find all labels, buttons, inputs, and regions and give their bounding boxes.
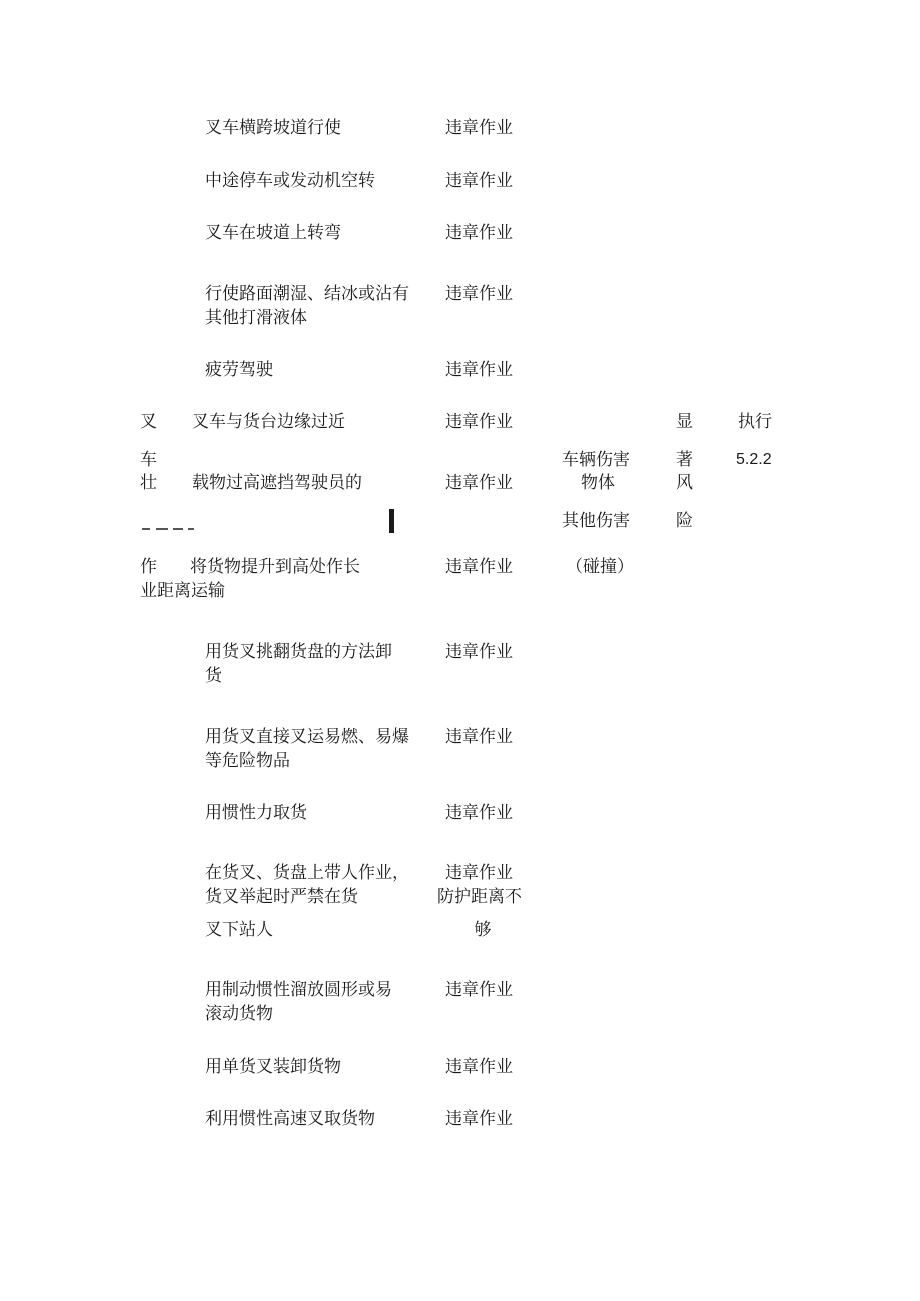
cause-cell: 违章作业: [445, 360, 513, 380]
risk-level-char: 风: [676, 473, 693, 493]
consequence-line: （碰撞）: [566, 557, 634, 577]
cause-cell: 违章作业: [445, 284, 513, 304]
risk-level-char: 著: [676, 450, 693, 470]
consequence-line: 其他伤害: [562, 511, 630, 531]
cause-cell: 违章作业: [445, 412, 513, 432]
cropped-text-fragment: [142, 528, 196, 534]
hazard-item: 叉车在坡道上转弯: [205, 223, 341, 243]
category-char: 车: [140, 450, 157, 470]
cause-cell: 违章作业: [445, 642, 513, 662]
cause-cell: 违章作业: [445, 171, 513, 191]
hazard-item: 用货叉挑翻货盘的方法卸货: [205, 642, 392, 686]
category-char: 作: [140, 557, 157, 577]
hazard-item: 在货叉、货盘上带人作业，货叉举起时严禁在货: [205, 863, 409, 907]
risk-level-char: 险: [676, 511, 693, 531]
category-char: 叉: [140, 412, 157, 432]
consequence-line: 物体: [581, 473, 615, 493]
hazard-item: 用单货叉装卸货物: [205, 1057, 341, 1077]
measure-clause: 5.2.2: [736, 451, 772, 468]
cause-cell-continuation: 够: [474, 920, 492, 940]
cause-cell-secondary: 防护距离不: [437, 887, 522, 907]
cause-cell: 违章作业: [445, 223, 513, 243]
hazard-item: 利用惯性高速叉取货物: [205, 1109, 375, 1129]
hazard-item: 用货叉直接叉运易燃、易爆等危险物品: [205, 727, 409, 771]
cause-cell: 违章作业: [445, 863, 513, 883]
hazard-item: 疲劳驾驶: [205, 360, 273, 380]
measure-label: 执行: [738, 412, 772, 432]
cause-cell: 违章作业: [445, 727, 513, 747]
hazard-item: 叉车横跨坡道行使: [205, 118, 341, 138]
cause-cell: 违章作业: [445, 118, 513, 138]
hazard-item: 中途停车或发动机空转: [205, 171, 375, 191]
cause-cell: 违章作业: [445, 1109, 513, 1129]
cause-cell: 违章作业: [445, 1057, 513, 1077]
vertical-bar-mark: [389, 509, 394, 533]
hazard-item-continuation: 业距离运输: [140, 581, 225, 601]
hazard-item: 将货物提升到高处作长: [190, 557, 360, 577]
risk-level-char: 显: [676, 412, 693, 432]
hazard-item: 叉车与货台边缘过近: [192, 412, 345, 432]
hazard-item: 载物过高遮挡驾驶员的: [192, 473, 362, 493]
cause-cell: 违章作业: [445, 473, 513, 493]
hazard-item: 行使路面潮湿、结冰或沾有其他打滑液体: [205, 284, 409, 328]
hazard-item-continuation: 叉下站人: [205, 920, 273, 940]
cause-cell: 违章作业: [445, 980, 513, 1000]
cause-cell: 违章作业: [445, 557, 513, 577]
hazard-item: 用惯性力取货: [205, 803, 307, 823]
hazard-item: 用制动惯性溜放圆形或易滚动货物: [205, 980, 392, 1024]
category-char: 壮: [140, 473, 157, 493]
cause-cell: 违章作业: [445, 803, 513, 823]
consequence-line: 车辆伤害: [562, 450, 630, 470]
